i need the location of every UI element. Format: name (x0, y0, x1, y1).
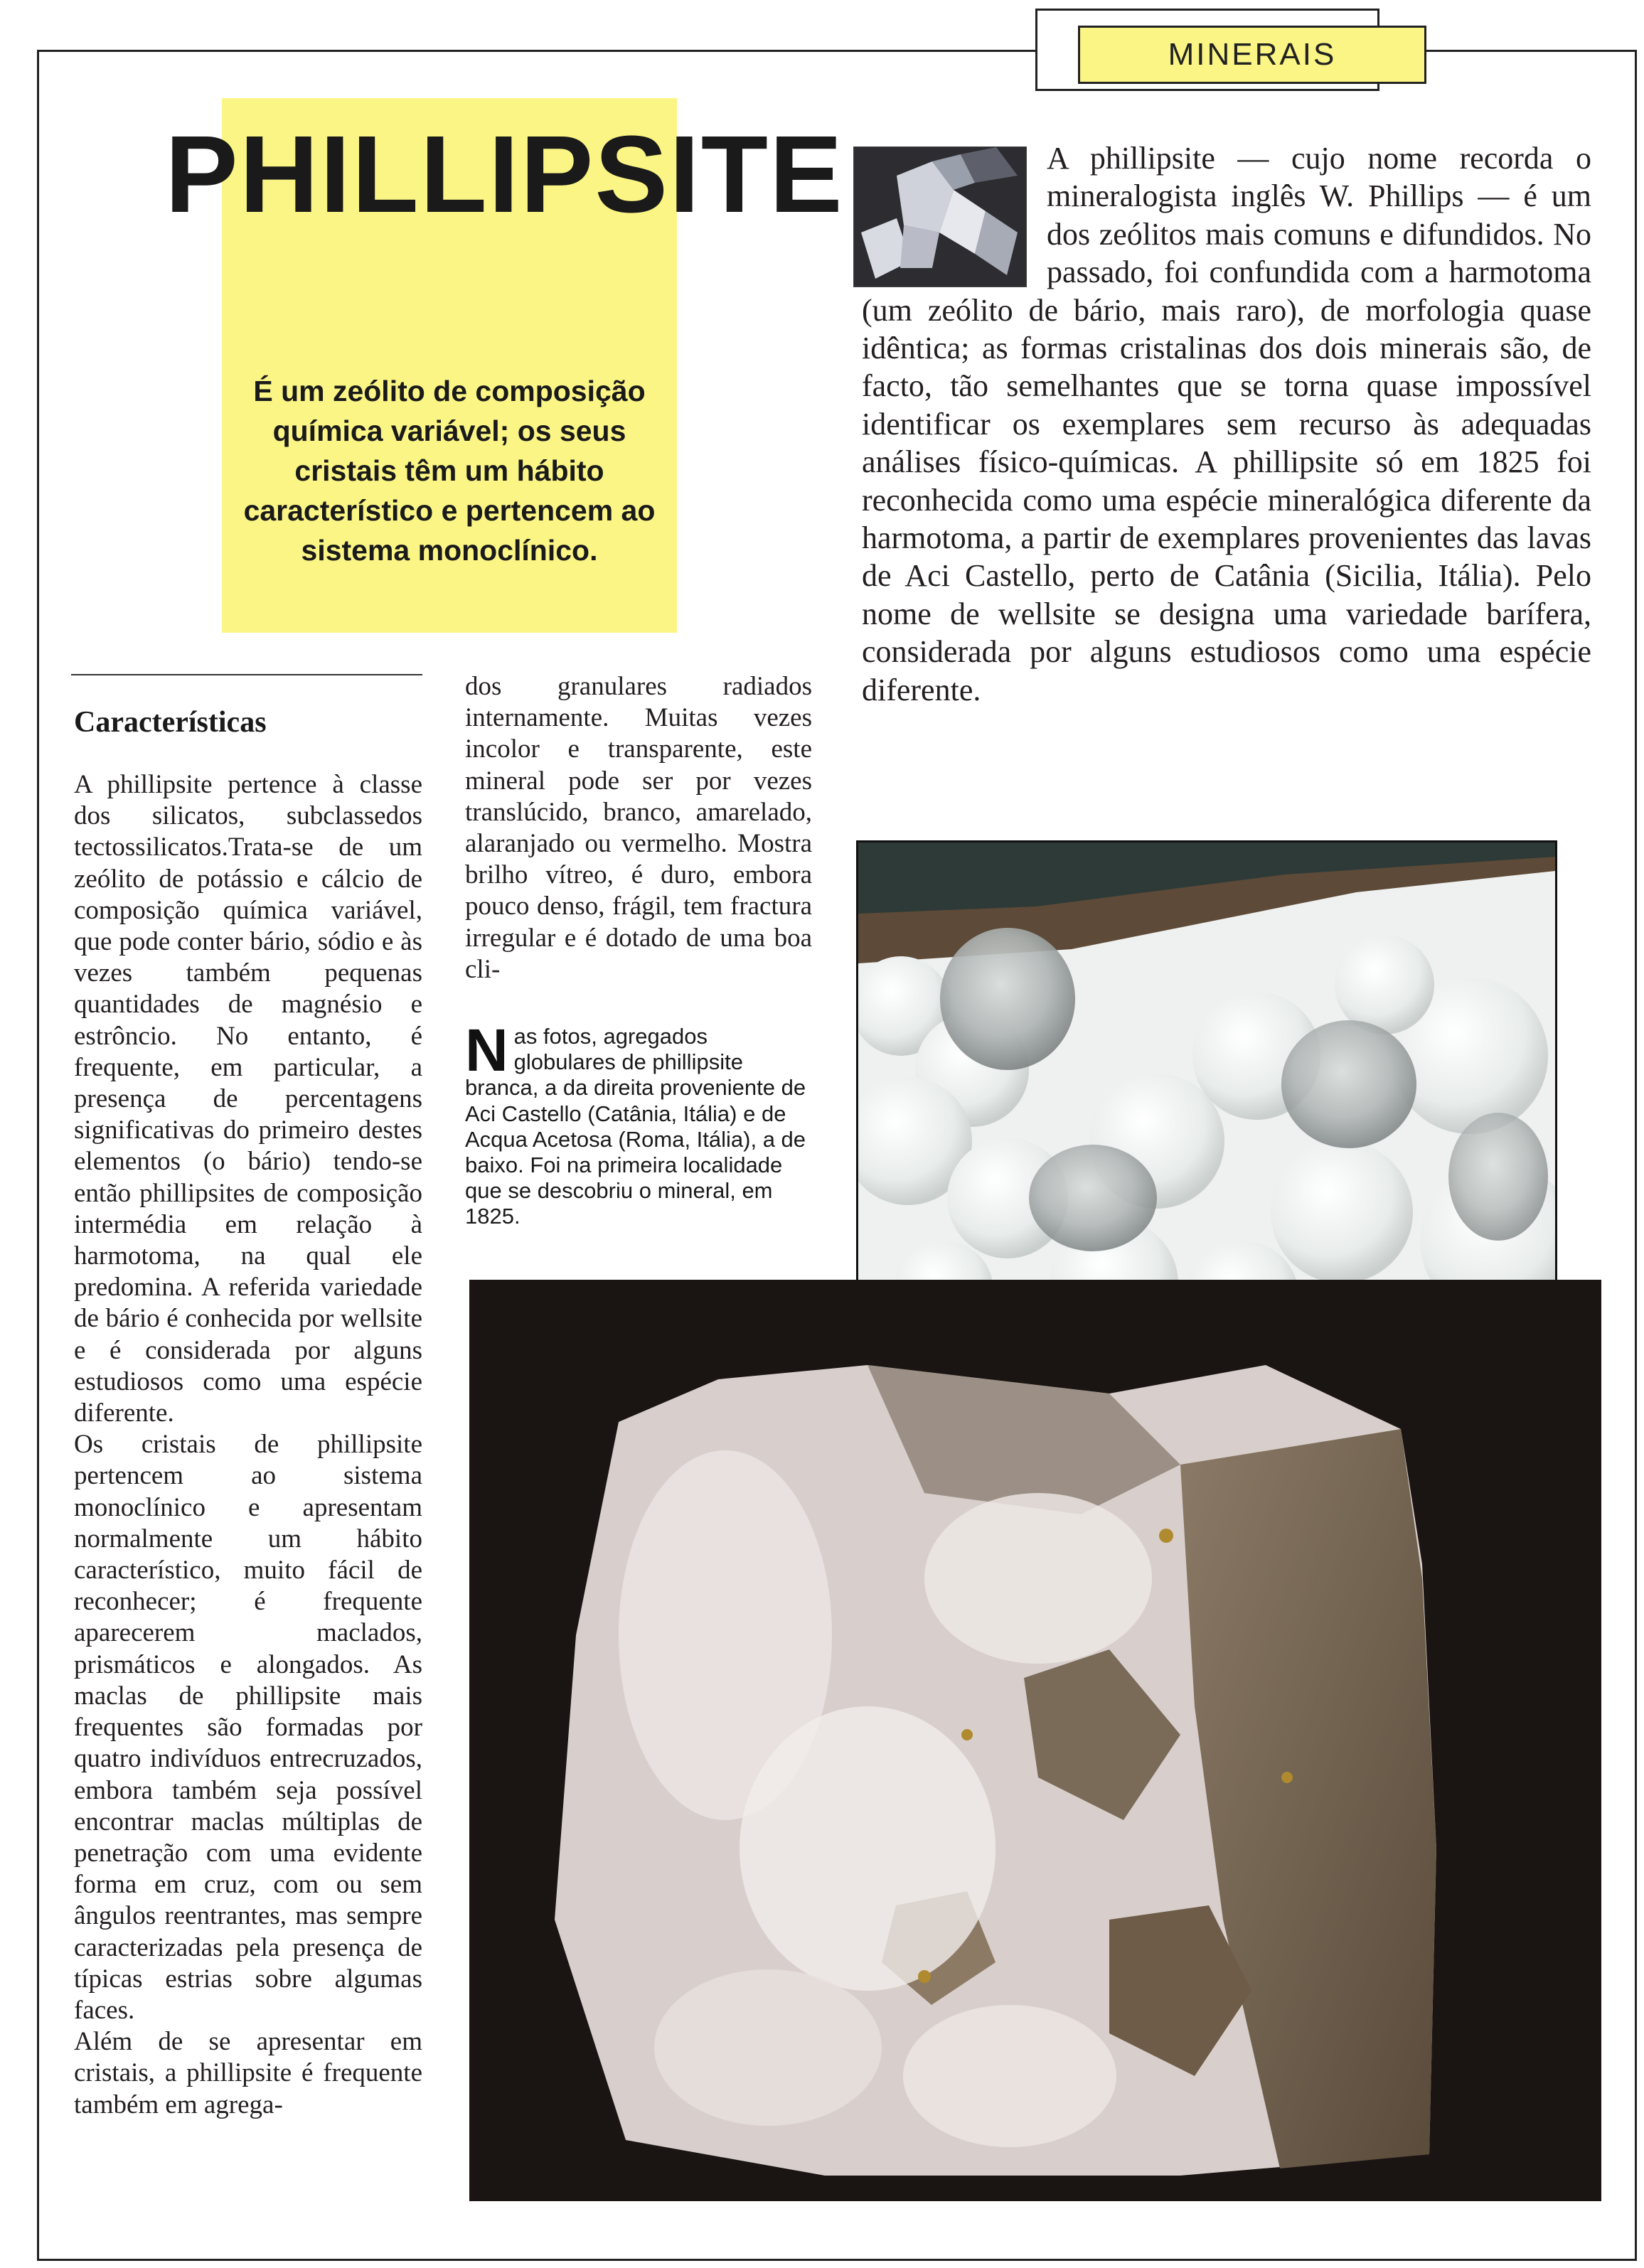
body-paragraph: A phillipsite pertence à classe dos silicatos, subclassedos tectossilicatos.Trata-se de um zeólito de potássio e cálcio de composição química variável, que pode conter bário, sódio e às vezes também pequenas quantidades de magnésio e estrôncio. No entanto, é frequente, em particular, a presença de percentagens significativas do primeiro destes elementos (o bário) tendo-se então phillipsites de composição intermédia em relação à harmotoma, na qual ele predomina. A referida variedade de bário é conhecida por wellsite e é considerada por alguns estudiosos como uma espécie diferente. (74, 770, 422, 1428)
intro-text (862, 139, 1591, 709)
section-heading: Características (74, 706, 267, 739)
thumbnail-spacer (853, 144, 1030, 289)
body-paragraph: Os cristais de phillipsite pertencem ao sistema monoclínico e apresentam normalmente um hábito característico, muito fácil de reconhecer; é frequente aparecerem maclados, prismáticos e alongados. As maclas de phillipsite mais frequentes são formadas por quatro indivíduos entrecruzados, embora também seja possível encontrar maclas múltiplas de penetração com uma evidente forma em cruz, com ou sem ângulos reentrantes, mas sempre caracterizadas pela presença de típicas estrias sobre algumas faces. (74, 1430, 422, 2025)
section-tab-label: MINERAIS (1168, 37, 1337, 72)
body-paragraph-continuation: dos granulares radiados internamente. Muitas vezes incolor e transparente, este mineral pode ser por vezes translúcido, branco, amarelado, alaranjado ou vermelho. Mostra brilho vítreo, é duro, embora pouco denso, frágil, tem fractura irregular e é dotado de uma boa cli- (465, 672, 812, 984)
mineral-photo-acqua-acetosa (469, 1280, 1601, 2201)
section-tab (1078, 26, 1426, 84)
page-title: PHILLIPSITE (165, 113, 844, 235)
section-divider (71, 674, 422, 675)
mineral-photo-aci-castello (856, 840, 1557, 1331)
lead-text: É um zeólito de composição química variável; os seus cristais têm um hábito característico e pertencem ao sistema monoclínico. (243, 375, 656, 567)
caption-drop-cap: N (465, 1017, 508, 1084)
body-column-middle (465, 671, 812, 985)
photo-caption (465, 1017, 809, 1230)
caption-text: as fotos, agregados globulares de phillipsite branca, a da direita proveniente de Aci Castello (Catânia, Itália) e de Acqua Acetosa (Roma, Itália), a de baixo. Foi na primeira localidade que se descobriu o mineral, em 1825. (465, 1024, 806, 1229)
intro-paragraph: A phillipsite — cujo nome recorda o mineralogista inglês W. Phillips — é um dos zeólitos mais comuns e difundidos. No passado, foi confundida com a harmotoma (um zeólito de bário, mais raro), de morfologia quase idêntica; as formas cristalinas dos dois minerais são, de facto, tão semelhantes que se torna quase impossível identificar os exemplares sem recurso às adequadas análises físico-químicas. A phillipsite só em 1825 foi reconhecida como uma espécie mineralógica diferente da harmotoma, a partir de exemplares provenientes das lavas de Aci Castello, perto de Catânia (Sicilia, Itália). Pelo nome de wellsite se designa uma variedade barífera, considerada por alguns estudiosos como uma espécie diferente. (862, 141, 1591, 707)
body-column-left (74, 769, 422, 2121)
body-paragraph: Além de se apresentar em cristais, a phillipsite é frequente também em agrega- (74, 2027, 422, 2119)
